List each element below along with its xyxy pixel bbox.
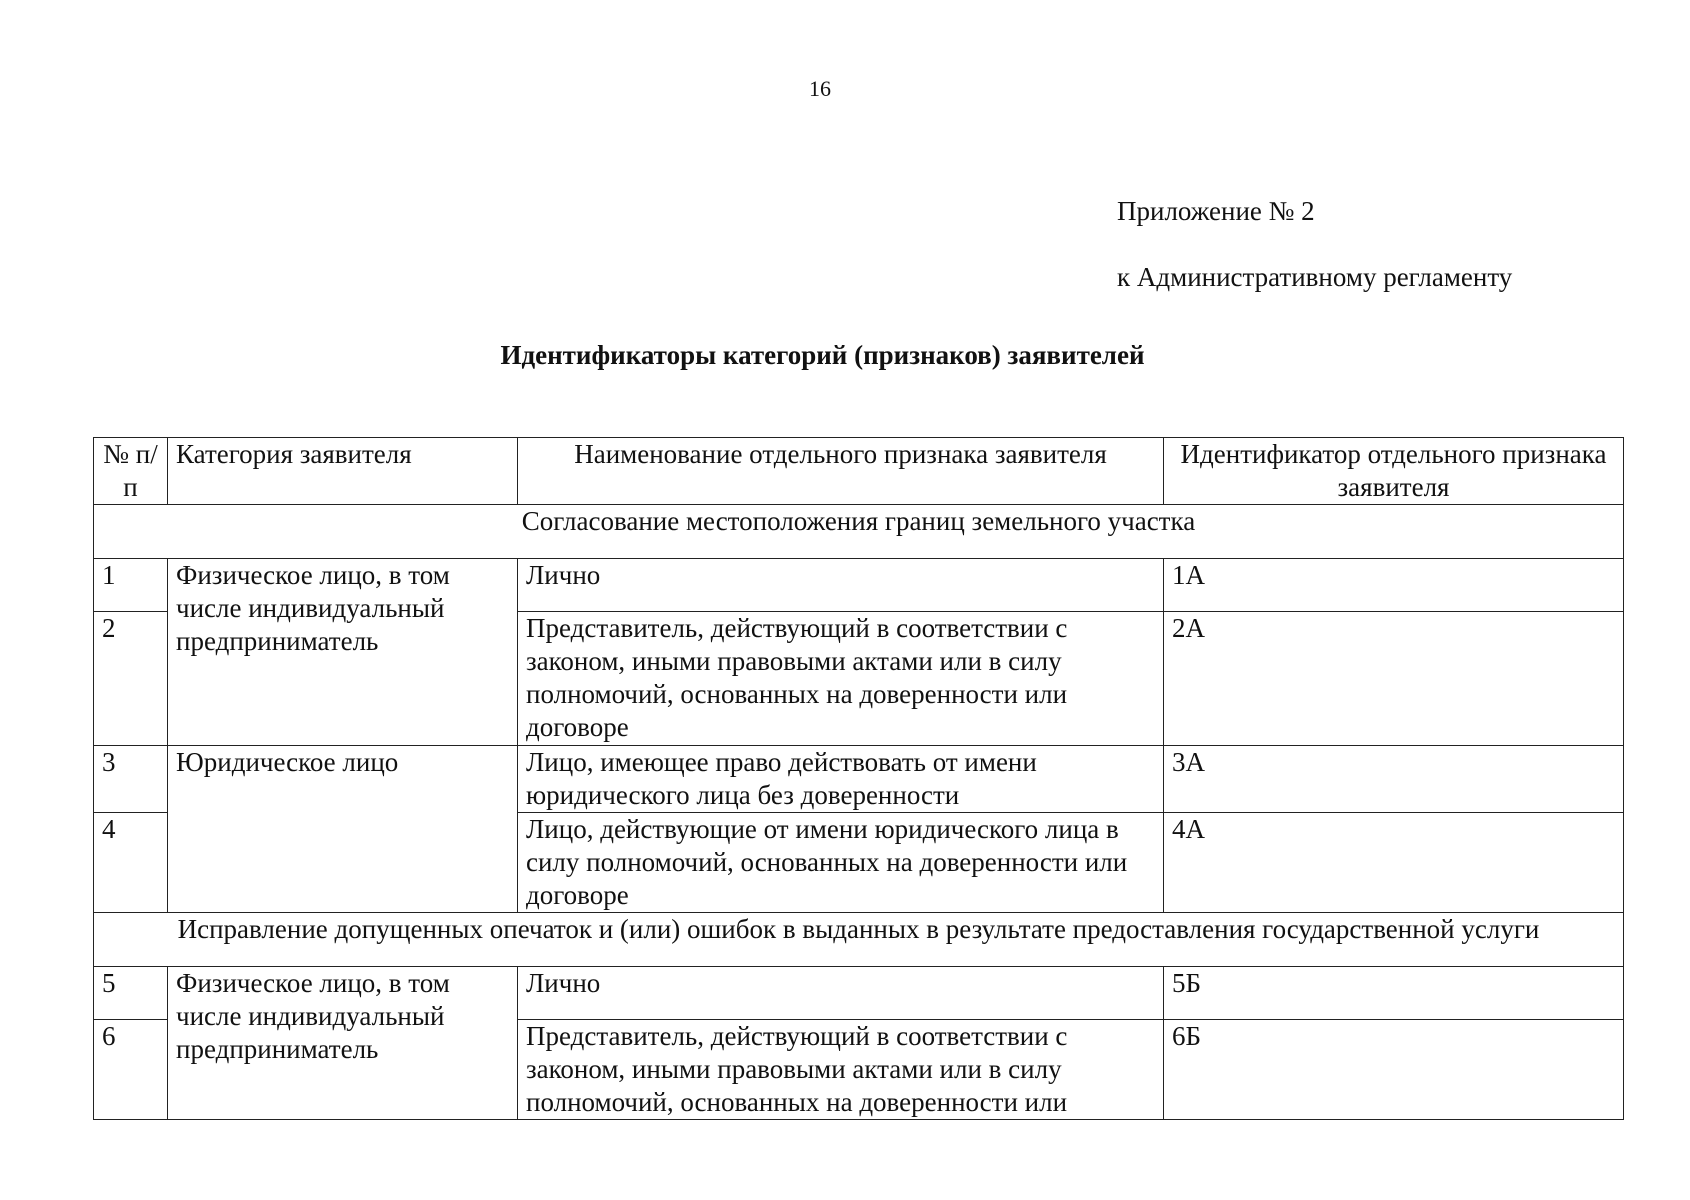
row-num: 2 bbox=[94, 612, 168, 746]
page-number: 16 bbox=[809, 76, 831, 101]
row-num: 6 bbox=[94, 1020, 168, 1120]
appendix-line-1: Приложение № 2 bbox=[1117, 196, 1315, 226]
table-row bbox=[94, 746, 1624, 813]
appendix-heading bbox=[1117, 178, 1512, 310]
header-category: Категория заявителя bbox=[168, 438, 518, 505]
header-identifier: Идентификатор отдельного признака заявителя bbox=[1164, 438, 1624, 505]
table-header-row bbox=[94, 438, 1624, 505]
category-cell: Физическое лицо, в том числе индивидуальный предприниматель bbox=[168, 559, 518, 746]
appendix-line-2: к Административному регламенту bbox=[1117, 262, 1513, 292]
identifier-cell: 2А bbox=[1164, 612, 1624, 746]
category-cell: Юридическое лицо bbox=[168, 746, 518, 913]
section-row bbox=[94, 505, 1624, 559]
applicant-identifiers-table bbox=[93, 437, 1624, 1120]
row-num: 5 bbox=[94, 967, 168, 1020]
document-title: Идентификаторы категорий (признаков) заявителей bbox=[500, 340, 1145, 370]
header-sign: Наименование отдельного признака заявителя bbox=[518, 438, 1164, 505]
category-cell: Физическое лицо, в том числе индивидуальный предприниматель bbox=[168, 967, 518, 1120]
identifier-cell: 5Б bbox=[1164, 967, 1624, 1020]
row-num: 3 bbox=[94, 746, 168, 813]
sign-cell: Представитель, действующий в соответствии с законом, иными правовыми актами или в силу полномочий, основанных на доверенности или договоре bbox=[518, 612, 1164, 746]
identifier-cell: 3А bbox=[1164, 746, 1624, 813]
sign-cell: Представитель, действующий в соответствии с законом, иными правовыми актами или в силу полномочий, основанных на доверенности или bbox=[518, 1020, 1164, 1120]
table-row bbox=[94, 967, 1624, 1020]
identifier-cell: 4А bbox=[1164, 813, 1624, 913]
identifier-cell: 1А bbox=[1164, 559, 1624, 612]
section-row bbox=[94, 913, 1624, 967]
header-num: № п/п bbox=[94, 438, 168, 505]
section-title: Согласование местоположения границ земельного участка bbox=[94, 505, 1624, 559]
sign-cell: Лицо, действующие от имени юридического лица в силу полномочий, основанных на доверенности или договоре bbox=[518, 813, 1164, 913]
row-num: 4 bbox=[94, 813, 168, 913]
table-row bbox=[94, 559, 1624, 612]
sign-cell: Лично bbox=[518, 967, 1164, 1020]
sign-cell: Лицо, имеющее право действовать от имени юридического лица без доверенности bbox=[518, 746, 1164, 813]
row-num: 1 bbox=[94, 559, 168, 612]
section-title: Исправление допущенных опечаток и (или) ошибок в выданных в результате предоставления государственной услуги bbox=[94, 913, 1624, 967]
identifier-cell: 6Б bbox=[1164, 1020, 1624, 1120]
sign-cell: Лично bbox=[518, 559, 1164, 612]
